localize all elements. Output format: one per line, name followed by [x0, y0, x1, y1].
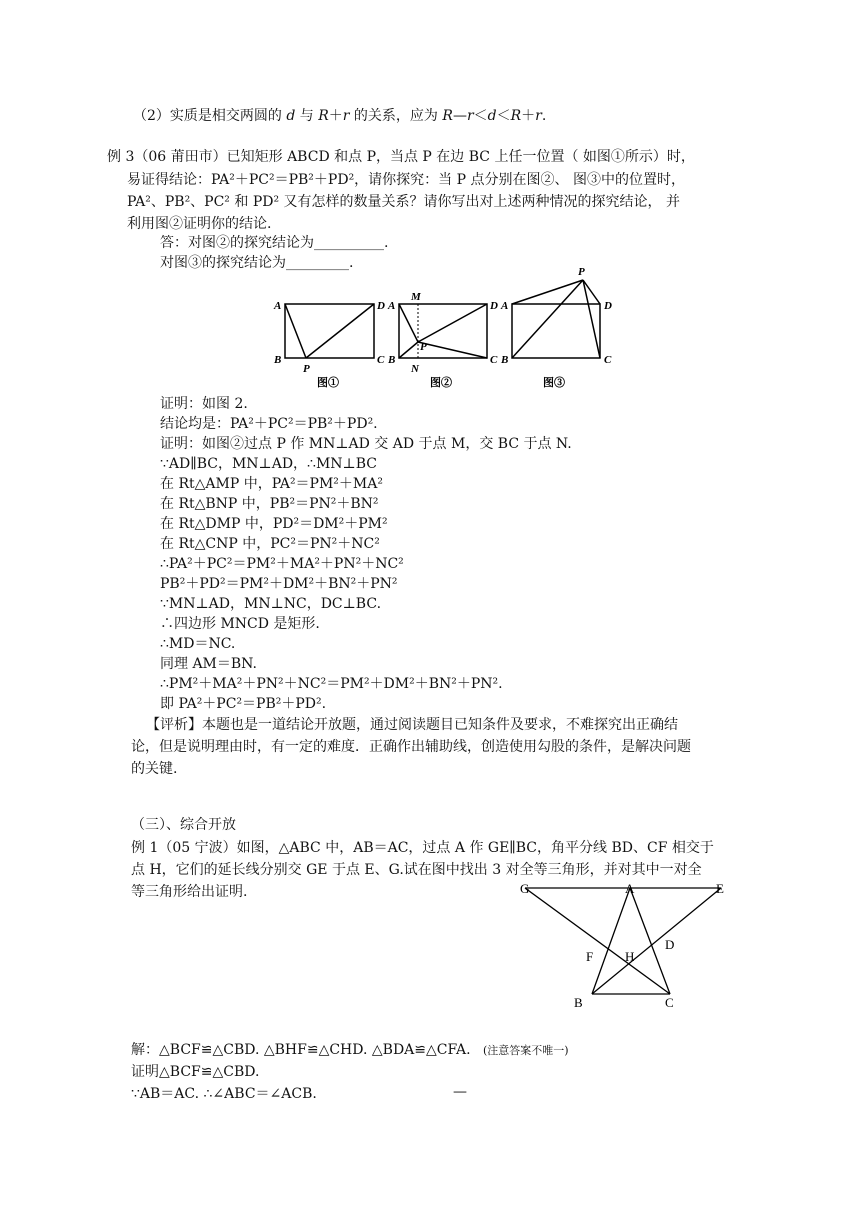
- proof-line: ∵AD∥BC，MN⊥AD，∴MN⊥BC: [160, 456, 377, 472]
- fig2-label-B: B: [388, 354, 396, 366]
- triangle-figure: [515, 876, 745, 1016]
- proof-line: ∴PM²＋MA²＋PN²＋NC²＝PM²＋DM²＋BN²＋PN².: [160, 676, 503, 692]
- trailing-dash: —: [453, 1084, 467, 1100]
- line-AC: [630, 888, 670, 994]
- proof-line: 在 Rt△DMP 中，PD²＝DM²＋PM²: [160, 516, 388, 532]
- proof-line: ∴PA²＋PC²＝PM²＋MA²＋PN²＋NC²: [160, 556, 404, 572]
- fig2-label-N: N: [411, 363, 419, 375]
- fig3-label-C: C: [604, 354, 612, 366]
- fig3-caption: 图③: [543, 377, 565, 389]
- fig1-caption: 图①: [317, 377, 339, 389]
- fig2-caption: 图②: [430, 377, 452, 389]
- section3-line1: 例 1（05 宁波）如图，△ABC 中，AB＝AC，过点 A 作 GE∥BC，角平分线 BD、CF 相交于: [131, 840, 714, 856]
- solution-note: (注意答案不唯一): [483, 1044, 569, 1057]
- proof-line: 在 Rt△CNP 中，PC²＝PN²＋NC²: [160, 536, 380, 552]
- fig2-label-C: C: [490, 354, 498, 366]
- section3-line3: 等三角形给出证明.: [131, 884, 248, 900]
- proof-line: ∵MN⊥AD，MN⊥NC，DC⊥BC.: [160, 596, 382, 612]
- fig1-label-D: D: [377, 300, 385, 312]
- fig2-line-BP: [399, 342, 418, 358]
- example3-line3: PA²、PB²、PC² 和 PD² 又有怎样的数量关系？请你写出对上述两种情况的探究结论， 并: [127, 194, 680, 210]
- fig2-label-A: A: [388, 300, 396, 312]
- fig1-line-PD: [306, 304, 374, 358]
- comment-line1: 【评析】本题也是一道结论开放题，通过阅读题目已知条件及要求，不难探究出正确结: [146, 717, 678, 733]
- fig2-label-D: D: [490, 300, 498, 312]
- fig2-line-PD: [418, 304, 487, 342]
- intro-line: （2）实质是相交两圆的 d 与 R＋r 的关系，应为 R—r＜d＜R＋r.: [133, 108, 547, 124]
- solution-line3: ∵AB＝AC. ∴∠ABC＝∠ACB.: [131, 1086, 317, 1102]
- fig2-label-M: M: [411, 291, 421, 303]
- proof-line: 同理 AM＝BN.: [160, 656, 257, 672]
- comment-line2: 论，但是说明理由时，有一定的难度．正确作出辅助线，创造使用勾股的条件，是解决问题: [131, 739, 691, 755]
- label-C: C: [665, 995, 674, 1010]
- example3-line4: 利用图②证明你的结论.: [127, 216, 272, 232]
- section3-line2: 点 H，它们的延长线分别交 GE 于点 E、G.试在图中找出 3 对全等三角形，并对其中一对全: [131, 862, 702, 878]
- label-E: E: [716, 881, 724, 896]
- fig3-label-P: P: [578, 266, 585, 278]
- section3-heading: （三）、综合开放: [131, 817, 236, 833]
- solution-line2: 证明△BCF≌△CBD.: [131, 1064, 260, 1080]
- fig1-line-AP: [285, 304, 306, 358]
- proof-line: 结论均是：PA²＋PC²＝PB²＋PD².: [160, 416, 378, 432]
- label-A: A: [625, 881, 635, 896]
- answer-line1: 答：对图②的探究结论为__________.: [160, 235, 389, 251]
- proof-line: 即 PA²＋PC²＝PB²＋PD².: [160, 696, 327, 712]
- fig2-line-PC: [418, 342, 487, 358]
- rectangle-figures: [260, 262, 630, 396]
- fig1-rectangle: [285, 304, 374, 358]
- solution-line1: [131, 1040, 569, 1061]
- comment-line3: 的关键.: [131, 761, 178, 777]
- fig2-label-P: P: [420, 341, 427, 353]
- proof-block: [160, 394, 572, 714]
- proof-line: ∴四边形 MNCD 是矩形.: [160, 616, 320, 632]
- fig1-label-B: B: [274, 354, 282, 366]
- proof-line: ∴MD＝NC.: [160, 636, 236, 652]
- fig1-label-A: A: [274, 300, 282, 312]
- fig3-label-A: A: [501, 300, 509, 312]
- proof-line: 证明：如图②过点 P 作 MN⊥AD 交 AD 于点 M，交 BC 于点 N.: [160, 436, 572, 452]
- label-F: F: [586, 949, 594, 964]
- example3-line2: 易证得结论：PA²＋PC²＝PB²＋PD²，请你探究：当 P 点分别在图②、 图③中的位置时，: [127, 172, 685, 188]
- label-H: H: [625, 949, 635, 964]
- answer-line2: 对图③的探究结论为_________.: [160, 255, 354, 271]
- fig3-rectangle: [512, 304, 600, 358]
- label-D: D: [665, 937, 675, 952]
- solution-congruences: 解：△BCF≌△CBD. △BHF≌△CHD. △BDA≌△CFA.: [131, 1042, 471, 1058]
- proof-line: 证明：如图 2.: [160, 396, 248, 412]
- label-B: B: [574, 995, 583, 1010]
- label-G: G: [520, 881, 530, 896]
- fig1-label-P: P: [303, 363, 310, 375]
- fig3-label-B: B: [501, 354, 509, 366]
- fig2-line-AP: [399, 304, 418, 342]
- example3-line1: 例 3（06 莆田市）已知矩形 ABCD 和点 P，当点 P 在边 BC 上任一位置（ 如图①所示）时，: [107, 149, 695, 165]
- fig1-label-C: C: [377, 354, 385, 366]
- proof-line: 在 Rt△AMP 中，PA²＝PM²＋MA²: [160, 476, 383, 492]
- fig3-label-D: D: [604, 300, 612, 312]
- proof-line: 在 Rt△BNP 中，PB²＝PN²＋BN²: [160, 496, 379, 512]
- proof-line: PB²＋PD²＝PM²＋DM²＋BN²＋PN²: [160, 576, 398, 592]
